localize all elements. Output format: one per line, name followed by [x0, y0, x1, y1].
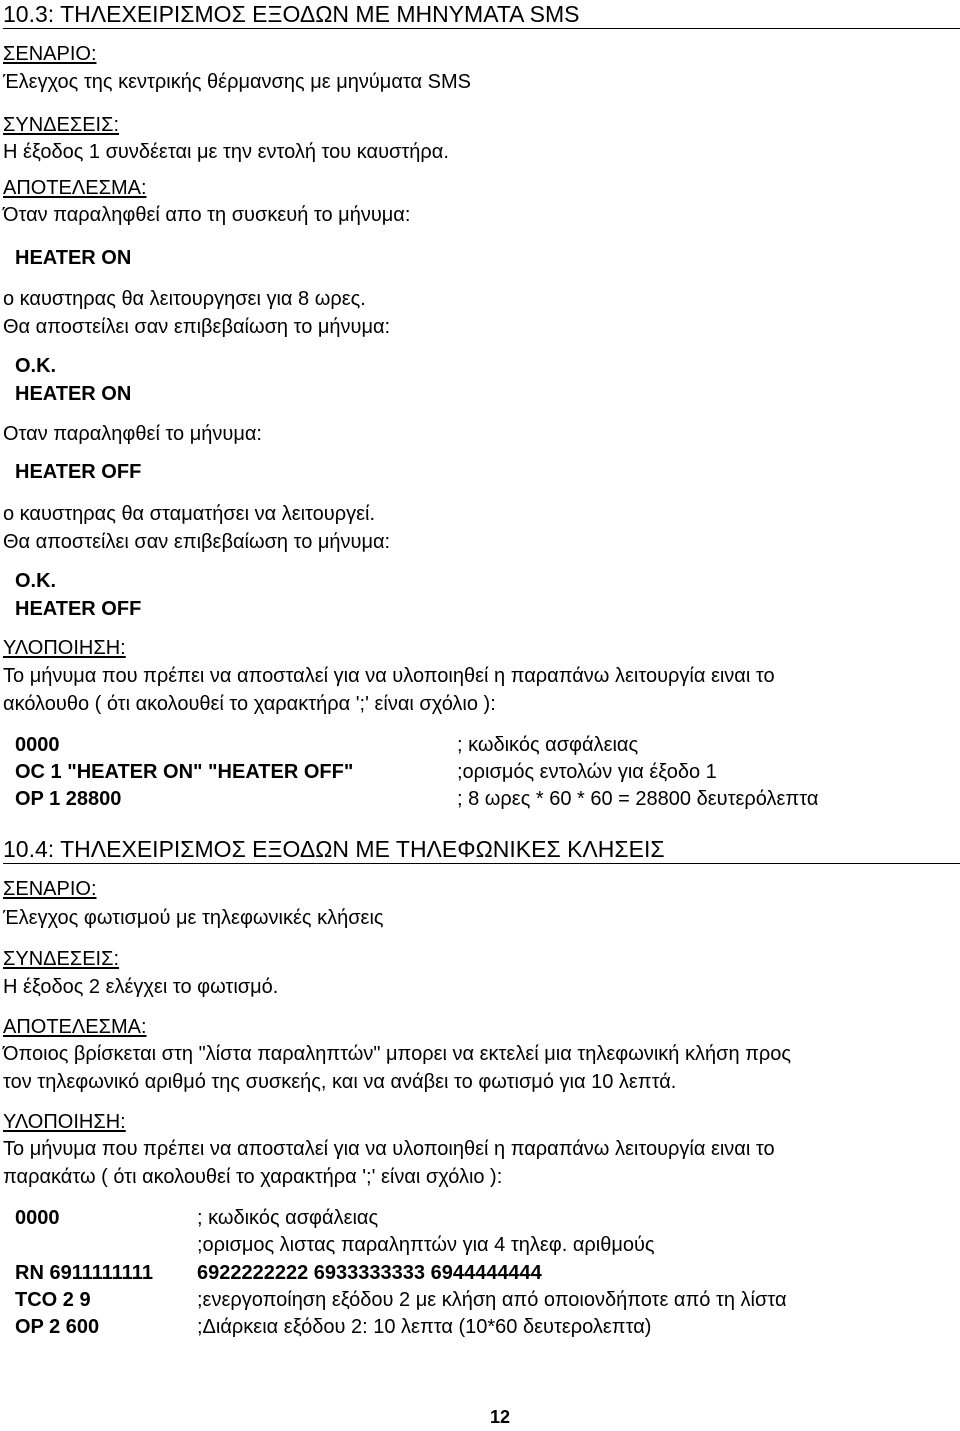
implementation-text: Το μήνυμα που πρέπει να αποσταλεί για να υλοποιηθεί η παραπάνω λειτουργία ειναι το: [3, 1138, 775, 1160]
result-line: Οταν παραληφθεί το μήνυμα:: [3, 423, 262, 445]
scenario-text: Έλεγχος φωτισμού με τηλεφωνικές κλήσεις: [3, 907, 384, 929]
implementation-text: ακόλουθο ( ότι ακολουθεί το χαρακτήρα ';' είναι σχόλιο ):: [3, 693, 496, 715]
implementation-text: Το μήνυμα που πρέπει να αποσταλεί για να υλοποιηθεί η παραπάνω λειτουργία ειναι το: [3, 665, 775, 687]
connections-label: ΣΥΝΔΕΣΕΙΣ:: [3, 948, 120, 970]
implementation-text: παρακάτω ( ότι ακολουθεί το χαρακτήρα ';' είναι σχόλιο ):: [3, 1166, 503, 1188]
section-title-10-3: 10.3: ΤΗΛΕΧΕΙΡΙΣΜΟΣ ΕΞΟΔΩΝ ΜΕ ΜΗΝΥΜΑΤΑ SMS: [3, 0, 960, 29]
sms-message: HEATER ON: [15, 383, 132, 405]
sms-message: O.K.: [15, 570, 57, 592]
code-comment: ;Διάρκεια εξόδου 2: 10 λεπτα (10*60 δευτερολεπτα): [197, 1316, 652, 1338]
connections-text: Η έξοδος 2 ελέγχει το φωτισμό.: [3, 976, 279, 998]
code-command: 0000: [15, 734, 60, 756]
result-line: ο καυστηρας θα σταματήσει να λειτουργεί.: [3, 503, 376, 525]
connections-label: ΣΥΝΔΕΣΕΙΣ:: [3, 114, 120, 136]
page-number: 12: [489, 1407, 511, 1427]
result-label: ΑΠΟΤΕΛΕΣΜΑ:: [3, 1016, 147, 1038]
connections-text: Η έξοδος 1 συνδέεται με την εντολή του καυστήρα.: [3, 141, 449, 163]
result-line: Όταν παραληφθεί απο τη συσκευή το μήνυμα:: [3, 204, 411, 226]
code-comment: ;ορισμός εντολών για έξοδο 1: [457, 761, 717, 783]
code-comment: ; 8 ωρες * 60 * 60 = 28800 δευτερόλεπτα: [457, 788, 819, 810]
result-label: ΑΠΟΤΕΛΕΣΜΑ:: [3, 177, 147, 199]
code-comment: ;ενεργοποίηση εξόδου 2 με κλήση από οποιονδήποτε από τη λίστα: [197, 1289, 787, 1311]
code-comment: ; κωδικός ασφάλειας: [197, 1207, 379, 1229]
sms-message: HEATER OFF: [15, 598, 142, 620]
result-line: Θα αποστείλει σαν επιβεβαίωση το μήνυμα:: [3, 316, 391, 338]
result-line: Θα αποστείλει σαν επιβεβαίωση το μήνυμα:: [3, 531, 391, 553]
result-line: ο καυστηρας θα λειτουργησει για 8 ωρες.: [3, 288, 366, 310]
code-command: OP 2 600: [15, 1316, 100, 1338]
scenario-text: Έλεγχος της κεντρικής θέρμανσης με μηνύματα SMS: [3, 71, 471, 93]
code-command: 0000: [15, 1207, 60, 1229]
implementation-label: ΥΛΟΠΟΙΗΣΗ:: [3, 637, 126, 659]
code-command-args: 6922222222 6933333333 6944444444: [197, 1262, 542, 1284]
sms-message: O.K.: [15, 355, 57, 377]
code-command: RN 6911111111: [15, 1262, 153, 1284]
implementation-label: ΥΛΟΠΟΙΗΣΗ:: [3, 1111, 126, 1133]
section-title-10-4: 10.4: ΤΗΛΕΧΕΙΡΙΣΜΟΣ ΕΞΟΔΩΝ ΜΕ ΤΗΛΕΦΩΝΙΚΕΣ ΚΛΗΣΕΙΣ: [3, 835, 960, 864]
code-command: TCO 2 9: [15, 1289, 91, 1311]
sms-message: HEATER ON: [15, 247, 132, 269]
code-command: OC 1 "HEATER ON" "HEATER OFF": [15, 761, 354, 783]
scenario-label: ΣΕΝΑΡΙΟ:: [3, 878, 97, 900]
sms-message: HEATER OFF: [15, 461, 142, 483]
result-line: Όποιος βρίσκεται στη "λίστα παραληπτών" μπορει να εκτελεί μια τηλεφωνική κλήση προς: [3, 1043, 792, 1065]
scenario-label: ΣΕΝΑΡΙΟ:: [3, 43, 97, 65]
result-line: τον τηλεφωνικό αριθμό της συσκεής, και να ανάβει το φωτισμό για 10 λεπτά.: [3, 1071, 677, 1093]
code-comment: ; κωδικός ασφάλειας: [457, 734, 639, 756]
code-comment: ;ορισμος λιστας παραληπτών για 4 τηλεφ. αριθμούς: [197, 1234, 655, 1256]
code-command: OP 1 28800: [15, 788, 122, 810]
